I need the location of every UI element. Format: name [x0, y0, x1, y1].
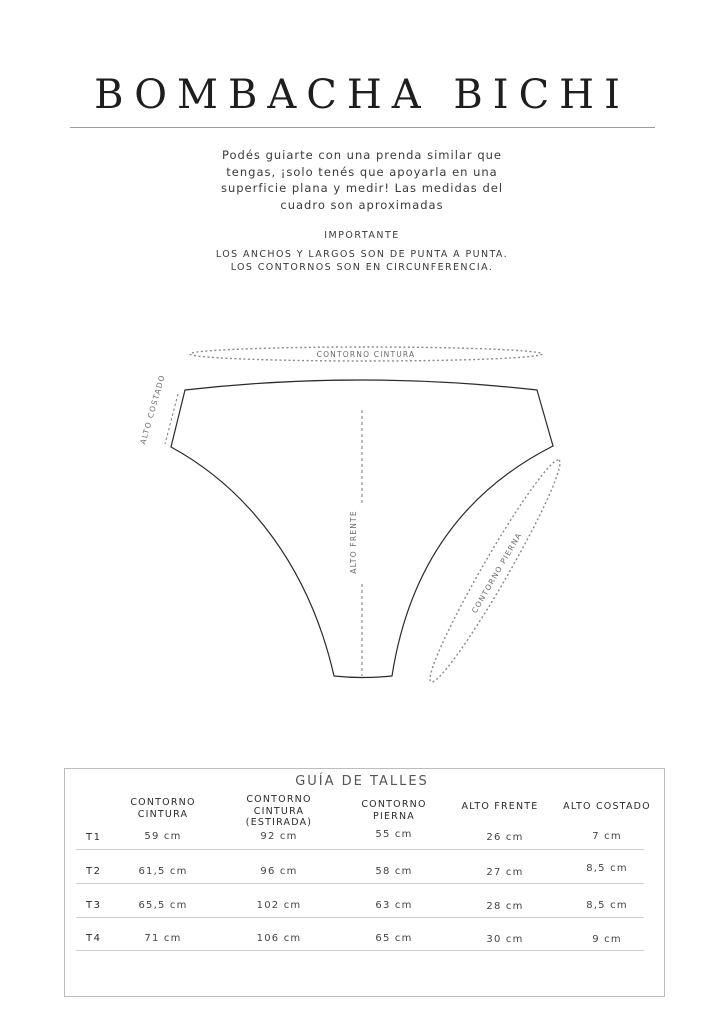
table-cell: 58 cm	[375, 866, 413, 877]
important-heading: IMPORTANTE	[324, 230, 400, 241]
header-line: ALTO COSTADO	[563, 801, 651, 812]
table-cell: 8,5 cm	[586, 863, 628, 874]
column-header-side-height	[552, 801, 662, 813]
intro-line: superficie plana y medir! Las medidas del	[220, 181, 504, 195]
table-cell: 28 cm	[486, 901, 524, 912]
size-label-t2: T2	[86, 866, 102, 877]
size-guide-title: GUÍA DE TALLES	[295, 774, 429, 789]
table-cell: 8,5 cm	[586, 900, 628, 911]
row-divider	[76, 883, 644, 884]
intro-line: Podés guiarte con una prenda similar que	[222, 148, 502, 162]
important-line: LOS ANCHOS Y LARGOS SON DE PUNTA A PUNTA.	[215, 249, 509, 260]
table-cell: 96 cm	[260, 866, 298, 877]
important-line: LOS CONTORNOS SON EN CIRCUNFERENCIA.	[230, 262, 494, 273]
row-divider	[76, 917, 644, 918]
table-cell: 65 cm	[375, 933, 413, 944]
size-label-t4: T4	[86, 933, 102, 944]
table-cell: 92 cm	[260, 831, 298, 842]
table-cell: 30 cm	[486, 934, 524, 945]
table-cell: 27 cm	[486, 867, 524, 878]
intro-line: cuadro son aproximadas	[280, 197, 444, 212]
header-line: CONTORNO	[246, 794, 312, 805]
size-label-t3: T3	[86, 900, 102, 911]
table-frame-left	[64, 768, 65, 997]
column-header-leg	[339, 799, 449, 822]
size-label-t1: T1	[86, 832, 102, 843]
waist-contour-label: CONTORNO CINTURA	[316, 350, 416, 359]
header-line: CONTORNO	[130, 797, 196, 808]
front-height-label: ALTO FRENTE	[349, 510, 358, 574]
column-header-waist	[108, 797, 218, 820]
row-divider	[76, 849, 644, 850]
column-header-waist-stretched	[224, 794, 334, 829]
column-header-front-height	[445, 801, 555, 813]
intro-line: tengas, ¡solo tenés que apoyarla en una	[226, 164, 498, 179]
page-title: BOMBACHA BICHI	[94, 72, 630, 118]
header-line: PIERNA	[373, 810, 415, 822]
row-divider	[76, 950, 644, 951]
table-frame-right	[664, 768, 665, 997]
table-cell: 61,5 cm	[138, 866, 188, 877]
table-cell: 9 cm	[592, 934, 622, 945]
table-frame-top	[64, 768, 665, 769]
header-line: ALTO FRENTE	[461, 801, 539, 812]
table-cell: 65,5 cm	[138, 900, 188, 911]
table-cell: 7 cm	[592, 831, 622, 842]
table-cell: 55 cm	[375, 829, 413, 840]
table-frame-bottom	[64, 996, 665, 997]
header-line: CONTORNO	[361, 799, 427, 810]
side-height-label: ALTO COSTADO	[138, 373, 167, 446]
table-cell: 26 cm	[486, 832, 524, 843]
leg-contour-label: CONTORNO PIERNA	[469, 530, 524, 615]
side-height-line	[165, 394, 178, 444]
table-cell: 59 cm	[144, 831, 182, 842]
header-line: CINTURA	[137, 808, 189, 820]
header-line: CINTURA	[253, 805, 305, 817]
table-cell: 102 cm	[256, 900, 302, 911]
table-cell: 71 cm	[144, 933, 182, 944]
table-cell: 63 cm	[375, 900, 413, 911]
header-line: (ESTIRADA)	[245, 817, 313, 828]
table-cell: 106 cm	[256, 933, 302, 944]
